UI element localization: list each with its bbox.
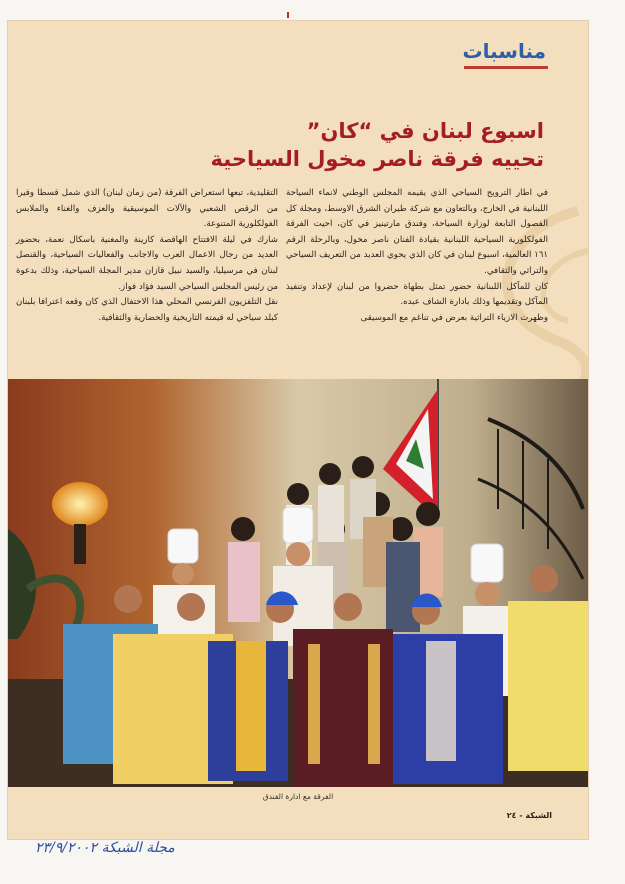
magazine-page [7, 20, 589, 840]
paragraph: شارك في ليلة الافتتاح الهاقصة كارينة والمغنية باسكال نعمة، بحضور العديد من رجال الاعمال العرب والاجانب والفعاليات السياحية، والقنصل لبنان في مرسيليا، والسيد نبيل قازان مدير المجلة السياحية، وذلك بدعوة من رئيس المجلس السياحي السيد فؤاد فواز. [16, 234, 278, 292]
paragraph: كان للمآكل اللبنانية حضور تمثل بطهاة حضروا من لبنان لإعداد وتنفيذ المآكل وتقديمها وذلك بادارة الشاف عبده. [286, 281, 548, 308]
paragraph: نقل التلفزيون الفرنسي المحلي هذا الاحتفال الذي كان وقعه اعترافا بلبنان كبلد سياحي له قيمته التاريخية والحضارية والثقافية. [16, 297, 278, 323]
section-label: مناسبات [462, 39, 546, 63]
paragraph: في اطار الترويج السياحي الذي يقيمه المجلس الوطني لانماء السياحة اللبنانية في الخارج، وبالتعاون مع شركة طيران الشرق الاوسط، ومجلة كل الفصول التابعة لوزارة السياحة، وفندق مارتينيز في كان، احيت الفرقة الفولكلورية السياحية اللبنانية بقيادة الفنان ناصر مخول، وبالرحلة الرقم ١٦١ العالمية، اسبوع لبنان في كان الذي يحوي العديد من التعريف السياحي والتراثي والثقافي. [286, 188, 548, 276]
handwritten-note: مجلة الشبكة ٢٣/٩/٢٠٠٢ [35, 840, 175, 856]
article-column-left [16, 186, 278, 326]
group-photo [8, 379, 588, 787]
paragraph: وظهرت الازياء التراثية بعرض في تناغم مع الموسيقى [360, 312, 548, 323]
photo-caption: الفرقة مع ادارة الفندق [262, 792, 334, 801]
paragraph: التقليدية، تبعها استعراض الفرقة (من زمان لبنان) الذي شمل قسطا وفيرا من الرقص الشعبي والآلات الموسيقية والعزف والغناء والملابس الفولكلورية المتنوعة. [16, 188, 278, 230]
headline-line-1: اسبوع لبنان في “كان” [306, 119, 544, 143]
headline-line-2: تحييه فرقة ناصر مخول السياحية [210, 147, 544, 171]
headline [124, 117, 544, 173]
article-column-right [286, 186, 548, 326]
crop-mark [287, 12, 289, 18]
group-photo-illustration [8, 379, 588, 787]
section-underline [464, 66, 548, 69]
page-footer: الشبكة - ٢٤ [506, 811, 552, 820]
